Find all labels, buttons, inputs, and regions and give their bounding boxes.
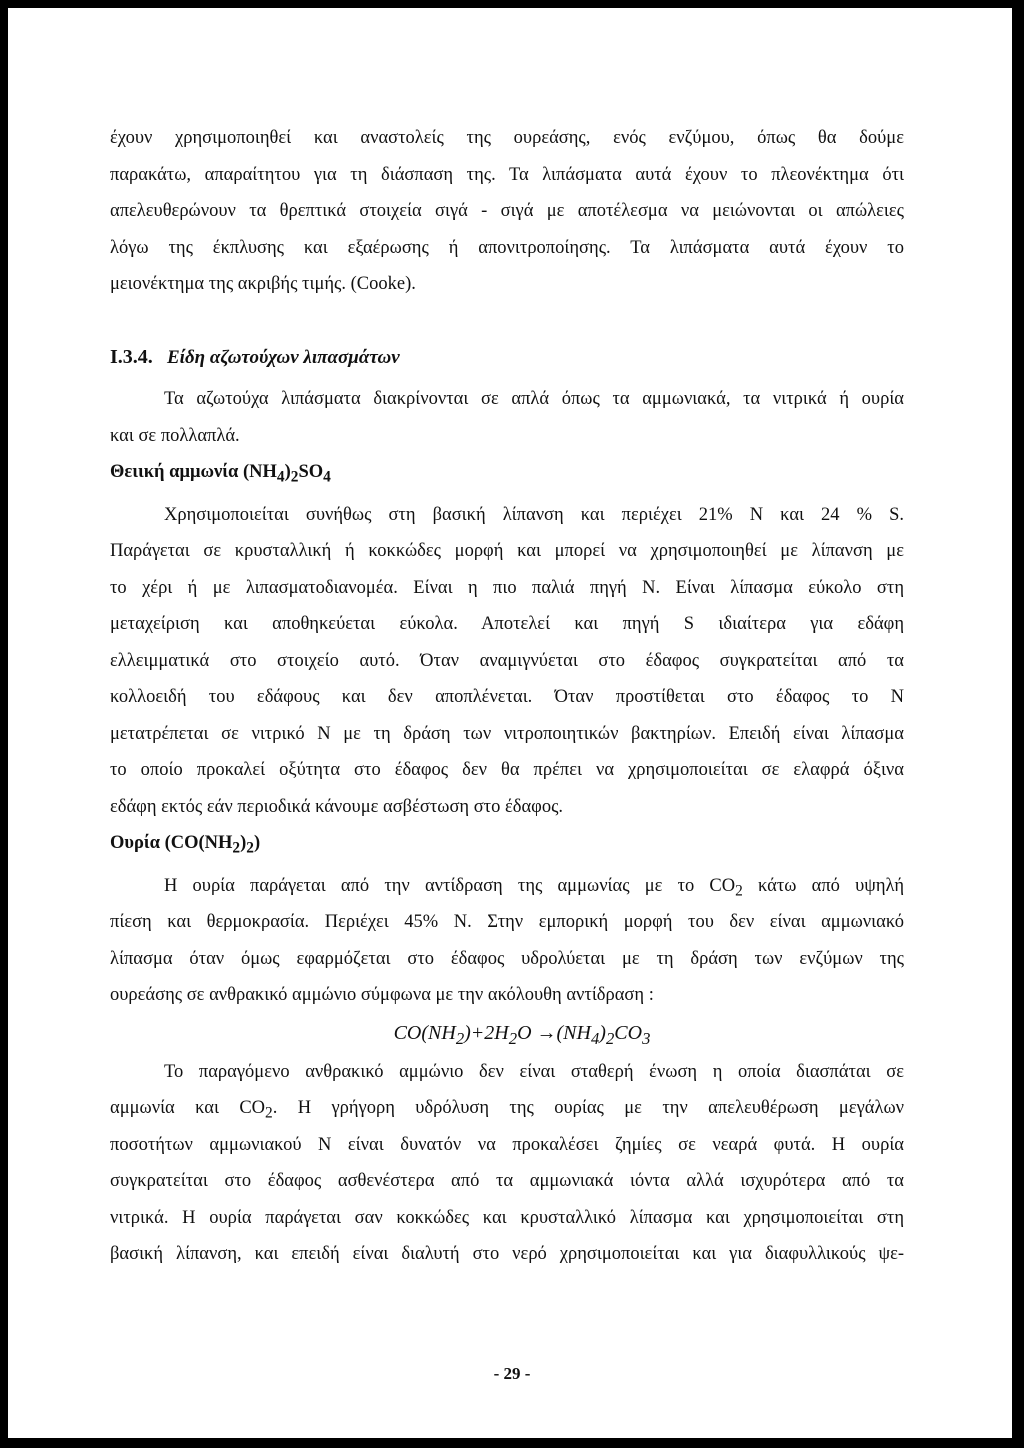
text-line: μετατρέπεται σε νιτρικό Ν με τη δράση των νιτροποιητικών βακτηρίων. Επειδή είναι λίπασμα xyxy=(110,723,904,744)
text-line xyxy=(110,868,904,905)
text-line: έχουν χρησιμοποιηθεί και αναστολείς της ουρεάσης, ενός ενζύμου, όπως θα δούμε xyxy=(110,128,904,148)
text-line: και σε πολλαπλά. xyxy=(110,425,240,446)
subscript: 2 xyxy=(455,1028,465,1048)
eq-part: CO(NH xyxy=(393,1021,456,1044)
urea-heading xyxy=(110,825,904,862)
subscript: 2 xyxy=(508,1028,518,1048)
text-line: κολλοειδή του εδάφους και δεν αποπλένεται. Όταν προστίθεται στο έδαφος το Ν xyxy=(110,687,904,707)
heading-text: SO xyxy=(298,462,324,482)
subscript: 2 xyxy=(246,839,254,857)
section-heading xyxy=(110,339,904,376)
subscript: 2 xyxy=(290,468,299,486)
heading-text: ) xyxy=(253,833,261,853)
text-line: μειονέκτημα της ακριβής τιμής. (Cooke). xyxy=(110,274,416,294)
subscript: 4 xyxy=(323,468,331,486)
text-line: Το παραγόμενο ανθρακικό αμμώνιο δεν είναι σταθερή ένωση η οποία διασπάται σε xyxy=(164,1061,904,1082)
text-line: βασική λίπανση, και επειδή είναι διαλυτή στο νερό χρησιμοποιείται και για διαφυλλικούς ψε- xyxy=(110,1244,904,1264)
text-line: λίπασμα όταν όμως εφαρμόζεται στο έδαφος υδρολύεται με τη δράση των ενζύμων της xyxy=(110,948,904,969)
subscript: 4 xyxy=(590,1028,600,1048)
text-line: το χέρι ή με λιπασματοδιανομέα. Είναι η πιο παλιά πηγή Ν. Είναι λίπασμα εύκολο στη xyxy=(110,577,904,598)
subscript: 2 xyxy=(735,882,743,900)
text-line: Παράγεται σε κρυσταλλική ή κοκκώδες μορφή και μπορεί να χρησιμοποιηθεί με λίπανση με xyxy=(110,541,904,561)
text-line: απελευθερώνουν τα θρεπτικά στοιχεία σιγά - σιγά με αποτέλεσμα να μειώνονται οι απώλειες xyxy=(110,201,904,221)
text-span: αμμωνία και CO xyxy=(110,1098,266,1118)
subscript: 2 xyxy=(232,839,241,857)
eq-part: ) xyxy=(599,1021,606,1044)
text-line: ελλειμματικά στο στοιχείο αυτό. Όταν αναμιγνύεται στο έδαφος συγκρατείται από τα xyxy=(110,650,904,671)
text-line: μεταχείριση και αποθηκεύεται εύκολα. Αποτελεί και πηγή S ιδιαίτερα για εδάφη xyxy=(110,614,904,634)
section-number: I.3.4. xyxy=(110,345,153,368)
eq-part: )+2H xyxy=(464,1021,509,1044)
text-line xyxy=(110,1090,904,1127)
text-line: ουρεάσης σε ανθρακικό αμμώνιο σύμφωνα με την ακόλουθη αντίδραση : xyxy=(110,985,654,1005)
document-body xyxy=(110,120,904,1273)
text-line: νιτρικά. Η ουρία παράγεται σαν κοκκώδες και κρυσταλλικό λίπασμα και χρησιμοποιείται στη xyxy=(110,1207,904,1228)
page-number: - 29 - xyxy=(493,1364,531,1383)
chemical-equation xyxy=(110,1014,904,1052)
heading-text: ) xyxy=(240,833,247,853)
text-line: παρακάτω, απαραίτητου για τη διάσπαση της. Τα λιπάσματα αυτά έχουν το πλεονέκτημα ότι xyxy=(110,164,904,185)
urea-paragraph xyxy=(110,868,904,1014)
eq-part: CO xyxy=(614,1021,643,1044)
text-line: το οποίο προκαλεί οξύτητα στο έδαφος δεν θα πρέπει να χρησιμοποιείται σε ελαφρά όξινα xyxy=(110,760,904,780)
ammonium-sulfate-heading xyxy=(110,454,904,491)
text-line: λόγω της έκπλυσης και εξαέρωσης ή απονιτροποίησης. Τα λιπάσματα αυτά έχουν το xyxy=(110,237,904,258)
text-line: Χρησιμοποιείται συνήθως στη βασική λίπανση και περιέχει 21% Ν και 24 % S. xyxy=(164,504,904,525)
eq-part: O →(NH xyxy=(517,1021,591,1044)
intro-paragraph xyxy=(110,120,904,303)
subscript: 2 xyxy=(265,1104,273,1122)
section-title: Είδη αζωτούχων λιπασμάτων xyxy=(167,346,400,368)
text-span: Η ουρία παράγεται από την αντίδραση της αμμωνίας με το CO xyxy=(164,875,736,896)
subscript: 4 xyxy=(276,468,285,486)
text-line: εδάφη εκτός εάν περιοδικά κάνουμε ασβέστωση στο έδαφος. xyxy=(110,796,564,817)
text-line: ποσοτήτων αμμωνιακού Ν είναι δυνατόν να προκαλέσει ζημίες σε νεαρά φυτά. Η ουρία xyxy=(110,1134,904,1155)
heading-text: Θειική αμμωνία (NH xyxy=(110,462,277,482)
text-line: Τα αζωτούχα λιπάσματα διακρίνονται σε απλά όπως τα αμμωνιακά, τα νιτρικά ή ουρία xyxy=(164,389,904,409)
text-line: πίεση και θερμοκρασία. Περιέχει 45% Ν. Στην εμπορική μορφή του δεν είναι αμμωνιακό xyxy=(110,912,904,932)
text-span: κάτω από υψηλή xyxy=(742,875,904,896)
ammonium-sulfate-paragraph xyxy=(110,497,904,826)
subscript: 2 xyxy=(605,1028,615,1048)
heading-text: ) xyxy=(284,462,291,482)
text-span: . Η γρήγορη υδρόλυση της ουρίας με την απελευθέρωση μεγάλων xyxy=(272,1098,904,1118)
urea-after-paragraph xyxy=(110,1054,904,1273)
text-line: συγκρατείται στο έδαφος ασθενέστερα από τα αμμωνιακά ιόντα αλλά ισχυρότερα από τα xyxy=(110,1171,904,1191)
section-intro xyxy=(110,381,904,454)
subscript: 3 xyxy=(642,1028,651,1048)
heading-text: Ουρία (CO(NH xyxy=(110,833,233,853)
